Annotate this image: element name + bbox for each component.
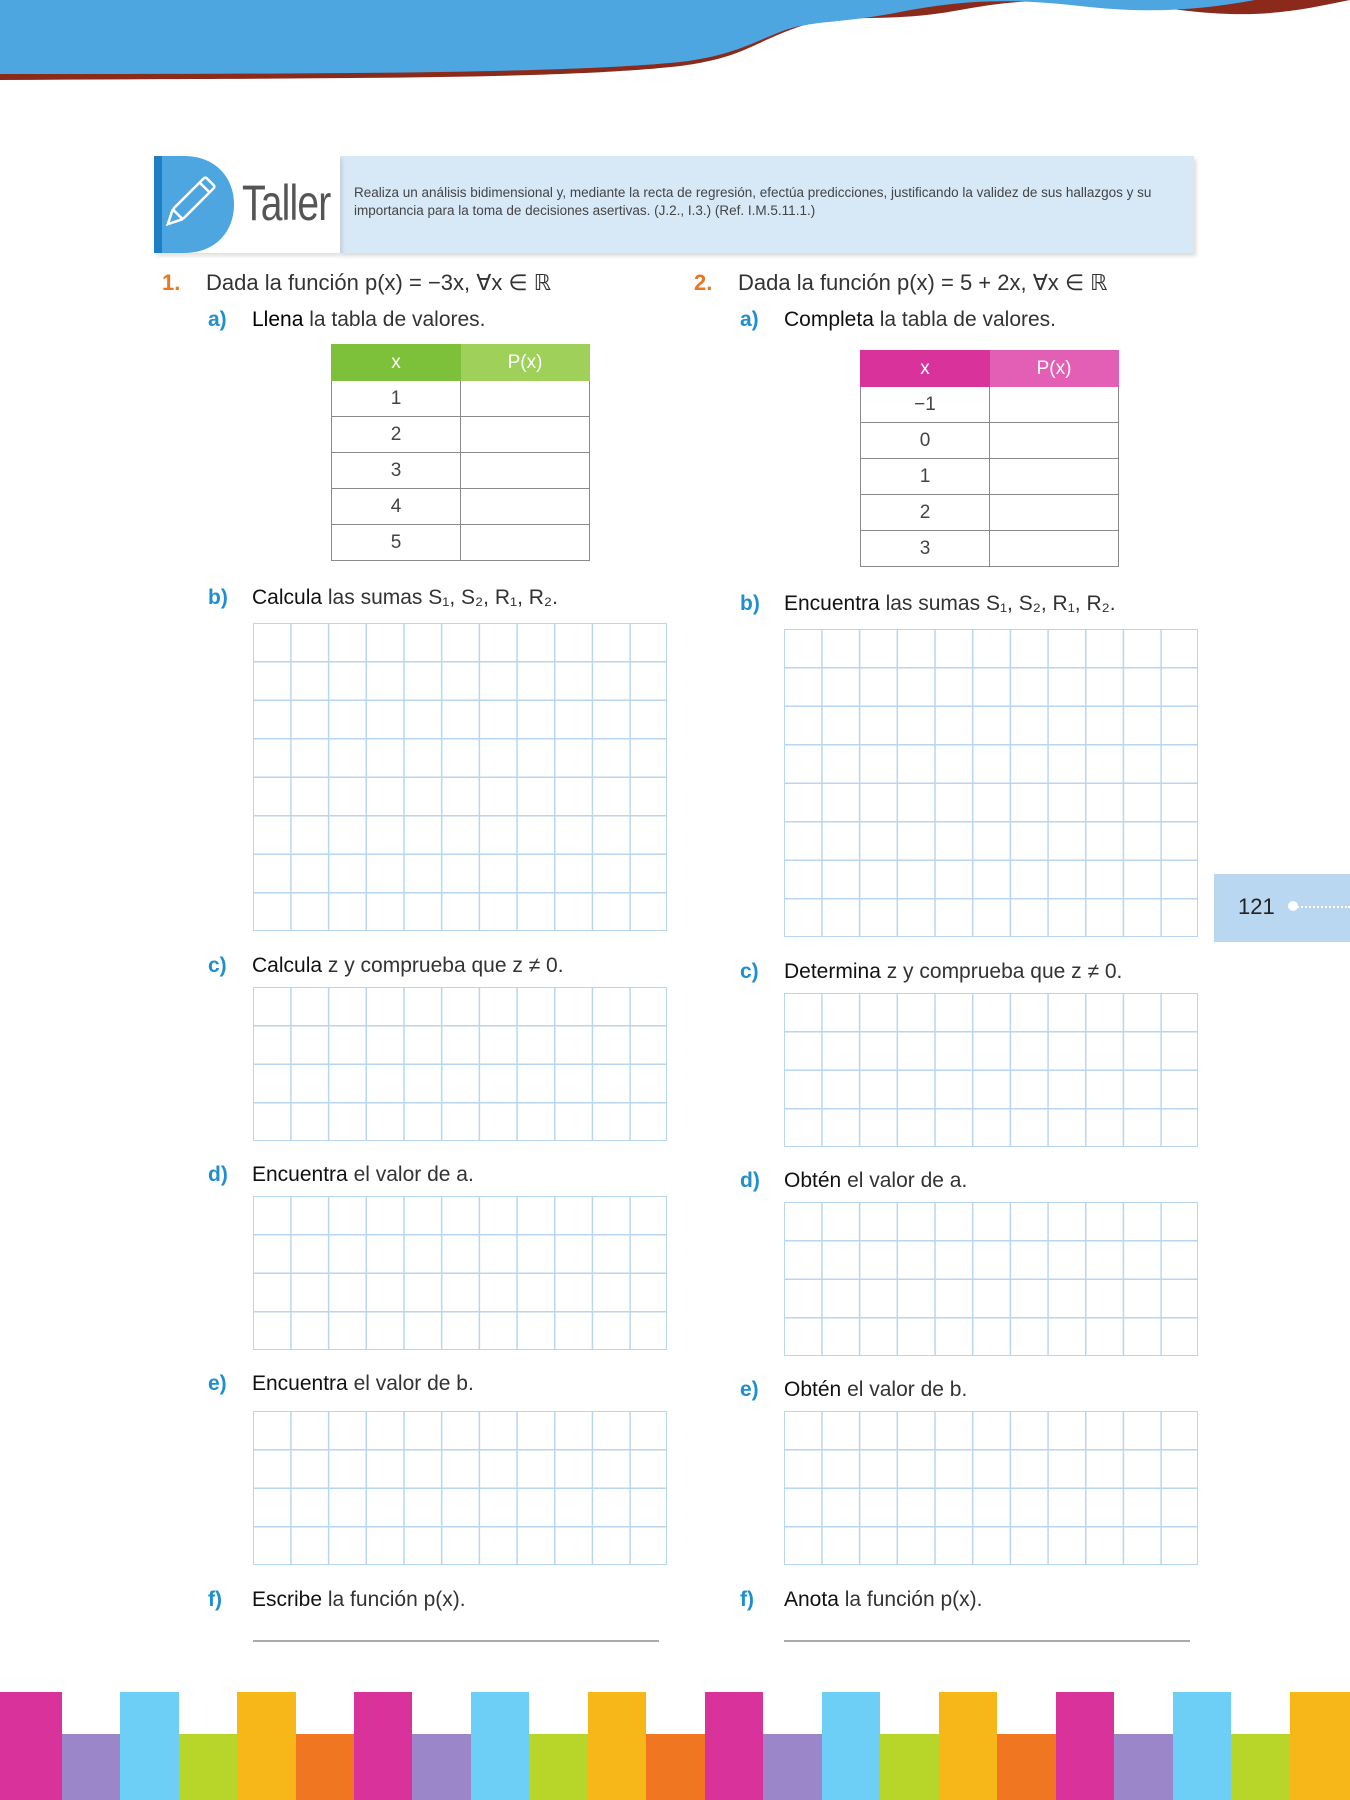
px-input-cell[interactable] [461, 525, 590, 561]
table-row [861, 459, 1119, 495]
item-letter: d) [208, 1163, 228, 1186]
px-input-cell[interactable] [990, 531, 1119, 567]
answer-line[interactable] [253, 1640, 659, 1642]
item-verb: Calcula [252, 954, 323, 977]
taller-banner [154, 156, 1194, 253]
table-row [861, 495, 1119, 531]
item-verb: Calcula [252, 586, 323, 609]
work-grid-d[interactable] [253, 1196, 667, 1350]
top-wave-decoration [0, 0, 1350, 100]
exercise-1-title [162, 268, 722, 298]
work-grid-e[interactable] [253, 1411, 667, 1565]
item-verb: Escribe [252, 1588, 323, 1611]
work-grid-b[interactable] [253, 623, 667, 931]
work-grid-c[interactable] [253, 987, 667, 1141]
item-letter: f) [208, 1588, 222, 1611]
item-letter: b) [740, 592, 760, 615]
exercise-1 [162, 268, 722, 1611]
x-cell: 1 [332, 381, 461, 417]
item-text: las sumas S₁, S₂, R₁, R₂. [327, 586, 558, 609]
item-verb: Obtén [784, 1169, 842, 1192]
item-letter: f) [740, 1588, 754, 1611]
taller-badge [154, 156, 340, 253]
answer-line[interactable] [784, 1640, 1190, 1642]
px-input-cell[interactable] [990, 459, 1119, 495]
item-verb: Encuentra [252, 1163, 348, 1186]
page-dotted-line [1290, 906, 1350, 908]
item-letter: c) [208, 954, 227, 977]
exercise-2-statement: Dada la función p(x) = 5 + 2x, ∀x ∈ ℝ [738, 270, 1108, 295]
px-input-cell[interactable] [461, 381, 590, 417]
page-number: 121 [1238, 894, 1275, 919]
item-verb: Llena [252, 308, 304, 331]
item-letter: c) [740, 960, 759, 983]
item-verb: Determina [784, 960, 881, 983]
x-cell: 2 [332, 417, 461, 453]
pencil-icon [154, 156, 234, 253]
item-letter: b) [208, 586, 228, 609]
x-cell: 3 [861, 531, 990, 567]
table-row [332, 453, 590, 489]
exercise-2 [694, 268, 1254, 1611]
exercise-2-title [694, 268, 1254, 298]
item-letter: e) [208, 1372, 227, 1395]
x-cell: 3 [332, 453, 461, 489]
item-text: el valor de a. [353, 1163, 474, 1186]
x-cell: 1 [861, 459, 990, 495]
item-verb: Encuentra [252, 1372, 348, 1395]
item-text: z y comprueba que z ≠ 0. [327, 954, 564, 977]
values-table-1 [331, 344, 590, 561]
table-row [332, 489, 590, 525]
px-input-cell[interactable] [461, 453, 590, 489]
work-grid-d[interactable] [784, 1202, 1198, 1356]
exercise-1-number: 1. [162, 270, 181, 295]
item-text: el valor de b. [353, 1372, 474, 1395]
item-verb: Anota [784, 1588, 839, 1611]
px-input-cell[interactable] [461, 489, 590, 525]
item-letter: e) [740, 1378, 759, 1401]
item-text: la función p(x). [327, 1588, 466, 1611]
table-header-x: x [332, 345, 461, 381]
x-cell: 5 [332, 525, 461, 561]
px-input-cell[interactable] [990, 423, 1119, 459]
table-header-px: P(x) [990, 351, 1119, 387]
item-letter: a) [740, 308, 759, 331]
table-row [332, 525, 590, 561]
item-text: la tabla de valores. [309, 308, 486, 331]
values-table-2 [860, 350, 1119, 567]
item-letter: d) [740, 1169, 760, 1192]
work-grid-c[interactable] [784, 993, 1198, 1147]
table-row [332, 417, 590, 453]
item-verb: Obtén [784, 1378, 842, 1401]
item-text: las sumas S₁, S₂, R₁, R₂. [885, 592, 1116, 615]
x-cell: 4 [332, 489, 461, 525]
table-row [861, 387, 1119, 423]
x-cell: 2 [861, 495, 990, 531]
table-row [861, 531, 1119, 567]
work-grid-b[interactable] [784, 629, 1198, 937]
work-grid-e[interactable] [784, 1411, 1198, 1565]
table-header-x: x [861, 351, 990, 387]
px-input-cell[interactable] [990, 387, 1119, 423]
px-input-cell[interactable] [990, 495, 1119, 531]
item-text: el valor de a. [847, 1169, 968, 1192]
exercise-2-number: 2. [694, 270, 713, 295]
item-text: z y comprueba que z ≠ 0. [886, 960, 1123, 983]
item-verb: Encuentra [784, 592, 880, 615]
banner-title: Taller [242, 175, 331, 231]
exercise-1-statement: Dada la función p(x) = −3x, ∀x ∈ ℝ [206, 270, 552, 295]
table-row [332, 381, 590, 417]
px-input-cell[interactable] [461, 417, 590, 453]
page-number-tab [1214, 874, 1350, 942]
item-letter: a) [208, 308, 227, 331]
x-cell: −1 [861, 387, 990, 423]
banner-description: Realiza un análisis bidimensional y, mediante la recta de regresión, efectúa predicciones, justificando la validez de sus hallazgos y su importancia para la toma de decisiones asertivas. (J.2., I.3.) (Ref. I.M.5.11.1.) [340, 156, 1194, 253]
item-text: la tabla de valores. [879, 308, 1057, 331]
x-cell: 0 [861, 423, 990, 459]
table-header-px: P(x) [461, 345, 590, 381]
item-text: la función p(x). [844, 1588, 983, 1611]
item-verb: Completa [784, 308, 874, 331]
table-row [861, 423, 1119, 459]
bottom-color-strip [0, 1692, 1350, 1800]
item-text: el valor de b. [847, 1378, 968, 1401]
